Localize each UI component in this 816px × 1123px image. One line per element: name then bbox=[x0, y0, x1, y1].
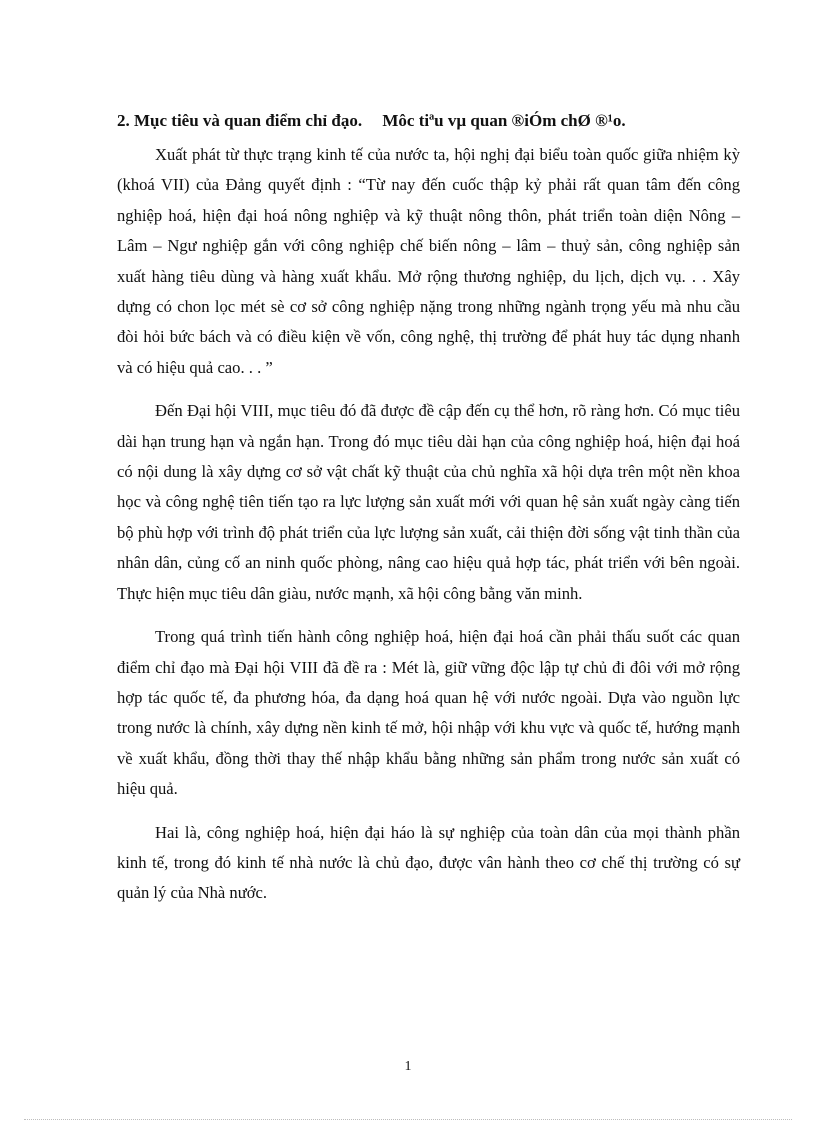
paragraph-4: Hai là, công nghiệp hoá, hiện đại háo là sự nghiệp của toàn dân của mọi thành phần kinh tế, trong đó kinh tế nhà nước là chủ đạo, được vân hành theo cơ chế thị trường có sự quản lý của Nhà nước. bbox=[117, 822, 740, 903]
paragraph-3: Trong quá trình tiến hành công nghiệp hoá, hiện đại hoá cần phải thấu suốt các quan điểm chỉ đạo mà Đại hội VIII đã đề ra : Mét là, giữ vững độc lập tự chủ đi đôi với mở rộng hợp tác quốc tế, đa phương hóa, đa dạng hoá quan hệ với nước ngoài. Dựa vào nguồn lực trong nước là chính, xây dựng nền kinh tế mở, hội nhập với khu vực và quốc tế, hướng mạnh về xuất khẩu, đồng thời thay thế nhập khẩu bằng những sản phẩm trong nước sản xuất có hiệu quả. bbox=[117, 627, 740, 799]
paragraph-1: Xuất phát từ thực trạng kinh tế của nước ta, hội nghị đại biểu toàn quốc giữa nhiệm kỳ (khoá VII) của Đảng quyết định : “Từ nay đến cuốc thập kỷ phải rất quan tâm đến công nghiệp hoá, hiện đại hoá nông nghiệp và kỹ thuật nông thôn, phát triển toàn diện Nông – Lâm – Ngư nghiệp gắn với công nghiệp chế biến nông – lâm – thuỷ sản, công nghiệp sản xuất hàng tiêu dùng và hàng xuất khẩu. Mở rộng thương nghiệp, du lịch, dịch vụ. . . Xây dựng có chon lọc mét sè cơ sở công nghiệp nặng trong những ngành trọng yếu mà nhu cầu đòi hỏi bức bách và có điều kiện về vốn, công nghệ, thị trường để phát huy tác dụng nhanh và có hiệu quả cao. . . ” bbox=[117, 145, 740, 377]
page-content bbox=[117, 106, 740, 922]
page-number: 1 bbox=[404, 1059, 412, 1074]
section-heading-legacy-encoding: Môc tiªu vµ quan ®iÓm chØ ®¹o. bbox=[382, 111, 626, 130]
paragraph-2: Đến Đại hội VIII, mục tiêu đó đã được đề cập đến cụ thể hơn, rõ ràng hơn. Có mục tiêu dài hạn trung hạn và ngắn hạn. Trong đó mục tiêu dài hạn của công nghiệp hoá, hiện đại hoá có nội dung là xây dựng cơ sở vật chất kỹ thuật của chủ nghĩa xã hội dựa trên một nền khoa học và công nghệ tiên tiến tạo ra lực lượng sản xuất mới với quan hệ sản xuất ngày càng tiến bộ phù hợp với trình độ phát triển của lực lượng sản xuất, cải thiện đời sống vật tinh thần của nhân dân, củng cố an ninh quốc phòng, nâng cao hiệu quả hợp tác, phát triển với bên ngoài. Thực hiện mục tiêu dân giàu, nước mạnh, xã hội công bằng văn minh. bbox=[117, 401, 740, 603]
page-bottom-divider bbox=[24, 1119, 792, 1120]
section-heading bbox=[117, 106, 740, 136]
section-heading-text: 2. Mục tiêu và quan điểm chỉ đạo. bbox=[117, 111, 363, 130]
